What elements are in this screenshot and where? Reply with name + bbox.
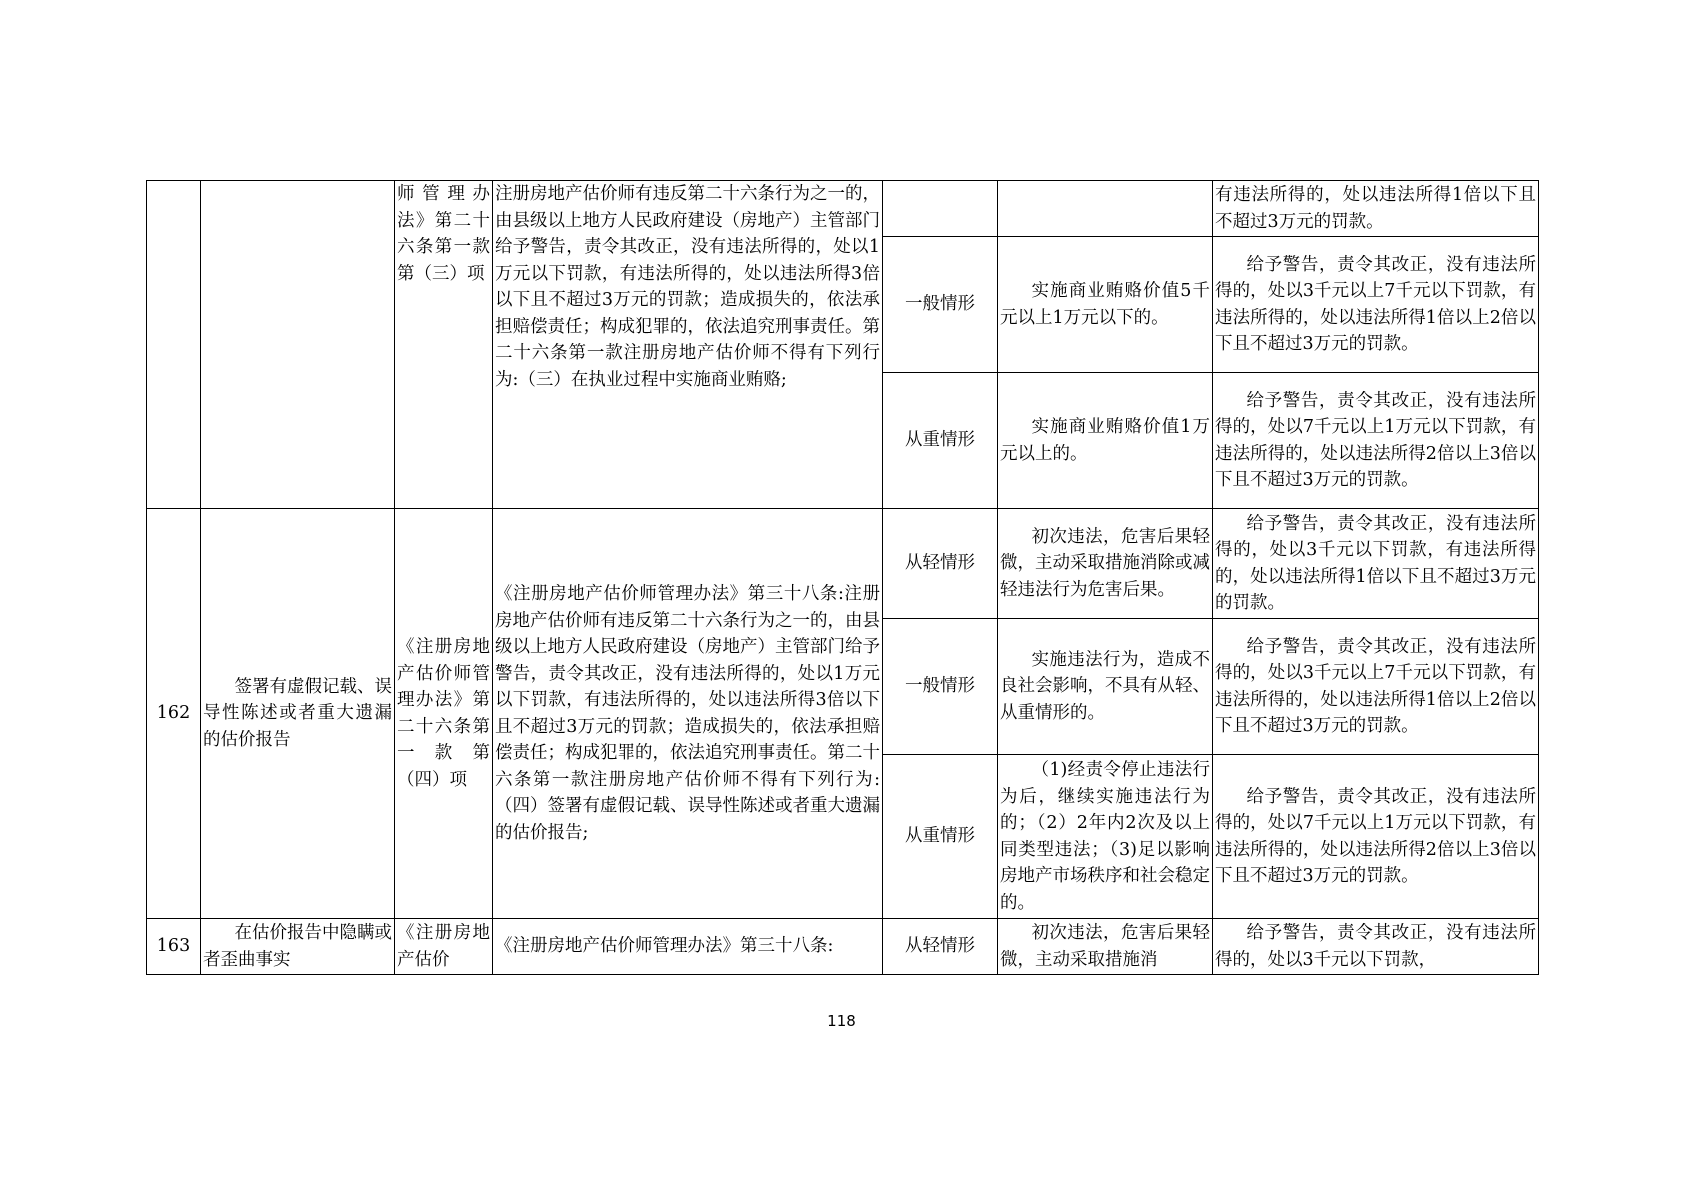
legal-basis: 《注册房地产估价师管理办法》第二十六条第一款第（四）项 [395, 509, 493, 919]
penalty-clause: 《注册房地产估价师管理办法》第三十八条:注册房地产估价师有违反第二十六条行为之一的，由县级以上地方人民政府建设（房地产）主管部门给予警告，责令其改正，没有违法所得的，处以1万元以下罚款，有违法所得的，处以违法所得3倍以下且不超过3万元的罚款；造成损失的，依法承担赔偿责任；构成犯罪的，依法追究刑事责任。第二十六条第一款注册房地产估价师不得有下列行为:（四）签署有虚假记载、误导性陈述或者重大遗漏的估价报告; [493, 509, 883, 919]
violation-item [201, 181, 395, 509]
penalty-standard: 给予警告，责令其改正，没有违法所得的，处以3千元以上7千元以下罚款，有违法所得的，处以违法所得1倍以上2倍以下且不超过3万元的罚款。 [1213, 619, 1539, 755]
penalty-standard: 给予警告，责令其改正，没有违法所得的，处以7千元以上1万元以下罚款，有违法所得的，处以违法所得2倍以上3倍以下且不超过3万元的罚款。 [1213, 373, 1539, 509]
table-row [147, 919, 1539, 975]
item-number: 162 [147, 509, 201, 919]
circumstance-condition: 实施商业贿赂价值5千元以上1万元以下的。 [998, 237, 1213, 373]
circumstance-label: 从轻情形 [883, 509, 998, 619]
circumstance-label: 一般情形 [883, 237, 998, 373]
circumstance-label [883, 181, 998, 237]
circumstance-condition: 实施商业贿赂价值1万元以上的。 [998, 373, 1213, 509]
table-row [147, 181, 1539, 237]
penalty-standard: 有违法所得的，处以违法所得1倍以下且不超过3万元的罚款。 [1213, 181, 1539, 237]
circumstance-condition: 初次违法，危害后果轻微，主动采取措施消 [998, 919, 1213, 975]
legal-basis: 师管理办法》第二十六条第一款第（三）项 [395, 181, 493, 509]
circumstance-condition [998, 181, 1213, 237]
page-number: 118 [827, 1012, 856, 1030]
circumstance-label: 一般情形 [883, 619, 998, 755]
item-number: 163 [147, 919, 201, 975]
penalty-standard: 给予警告，责令其改正，没有违法所得的，处以3千元以下罚款， [1213, 919, 1539, 975]
penalty-table [146, 180, 1539, 975]
violation-item: 在估价报告中隐瞒或者歪曲事实 [201, 919, 395, 975]
item-number [147, 181, 201, 509]
circumstance-condition: 初次违法，危害后果轻微，主动采取措施消除或减轻违法行为危害后果。 [998, 509, 1213, 619]
penalty-clause: 《注册房地产估价师管理办法》第三十八条: [493, 919, 883, 975]
legal-basis: 《注册房地产估价 [395, 919, 493, 975]
circumstance-label: 从重情形 [883, 755, 998, 919]
circumstance-label: 从重情形 [883, 373, 998, 509]
violation-item: 签署有虚假记载、误导性陈述或者重大遗漏的估价报告 [201, 509, 395, 919]
circumstance-condition: （1)经责令停止违法行为后，继续实施违法行为的；（2）2年内2次及以上同类型违法；（3)足以影响房地产市场秩序和社会稳定的。 [998, 755, 1213, 919]
penalty-clause: 注册房地产估价师有违反第二十六条行为之一的，由县级以上地方人民政府建设（房地产）主管部门给予警告，责令其改正，没有违法所得的，处以1万元以下罚款，有违法所得的，处以违法所得3倍以下且不超过3万元的罚款；造成损失的，依法承担赔偿责任；构成犯罪的，依法追究刑事责任。第二十六条第一款注册房地产估价师不得有下列行为:（三）在执业过程中实施商业贿赂; [493, 181, 883, 509]
circumstance-condition: 实施违法行为，造成不良社会影响，不具有从轻、从重情形的。 [998, 619, 1213, 755]
penalty-standard: 给予警告，责令其改正，没有违法所得的，处以3千元以上7千元以下罚款，有违法所得的，处以违法所得1倍以上2倍以下且不超过3万元的罚款。 [1213, 237, 1539, 373]
penalty-standard: 给予警告，责令其改正，没有违法所得的，处以3千元以下罚款，有违法所得的，处以违法所得1倍以下且不超过3万元的罚款。 [1213, 509, 1539, 619]
circumstance-label: 从轻情形 [883, 919, 998, 975]
penalty-standard: 给予警告，责令其改正，没有违法所得的，处以7千元以上1万元以下罚款，有违法所得的，处以违法所得2倍以上3倍以下且不超过3万元的罚款。 [1213, 755, 1539, 919]
table-row [147, 509, 1539, 619]
